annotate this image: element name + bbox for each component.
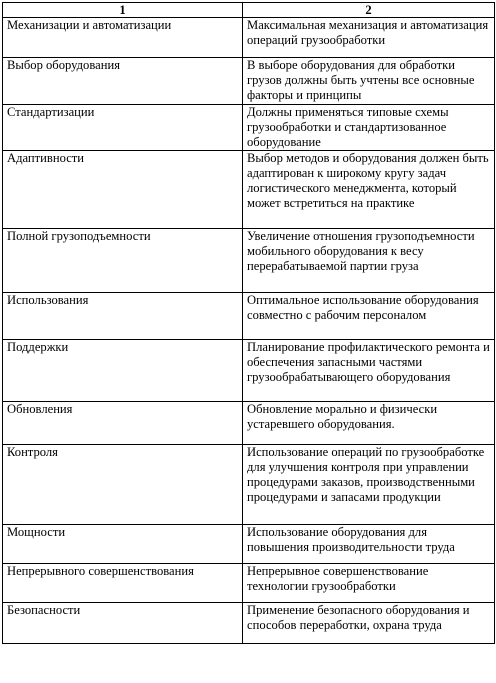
principle-cell: Механизации и автоматизации [3, 18, 243, 58]
table-row [3, 151, 495, 229]
description-cell: Планирование профилактического ремонта и обеспечения запасными частями грузообрабатывающего оборудования [243, 340, 495, 402]
principle-cell: Безопасности [3, 603, 243, 644]
principle-cell: Полной грузоподъемности [3, 229, 243, 293]
description-cell: Выбор методов и оборудования должен быть адаптирован к широкому кругу задач логистического менеджмента, который может встретиться на практике [243, 151, 495, 229]
table-row [3, 105, 495, 151]
description-cell: Применение безопасного оборудования и способов переработки, охрана труда [243, 603, 495, 644]
principle-cell: Использования [3, 293, 243, 340]
table-row [3, 340, 495, 402]
table-row [3, 445, 495, 525]
description-cell: Увеличение отношения грузоподъемности мобильного оборудования к весу перерабатываемой партии груза [243, 229, 495, 293]
description-cell: Оптимальное использование оборудования совместно с рабочим персоналом [243, 293, 495, 340]
table-header-row [3, 3, 495, 18]
table-row [3, 603, 495, 644]
table-row [3, 58, 495, 105]
principle-cell: Адаптивности [3, 151, 243, 229]
column-header-2: 2 [243, 3, 495, 18]
principle-cell: Поддержки [3, 340, 243, 402]
principle-cell: Стандартизации [3, 105, 243, 151]
description-cell: Обновление морально и физически устаревшего оборудования. [243, 402, 495, 445]
table-row [3, 293, 495, 340]
description-cell: Использование операций по грузообработке для улучшения контроля при управлении процедурами заказов, производственными процедурами и запасами продукции [243, 445, 495, 525]
principle-cell: Мощности [3, 525, 243, 564]
table-row [3, 229, 495, 293]
table-row [3, 402, 495, 445]
description-cell: Использование оборудования для повышения производительности труда [243, 525, 495, 564]
principle-cell: Контроля [3, 445, 243, 525]
table-row [3, 18, 495, 58]
principle-cell: Обновления [3, 402, 243, 445]
principle-cell: Выбор оборудования [3, 58, 243, 105]
description-cell: Непрерывное совершенствование технологии грузообработки [243, 564, 495, 603]
table-row [3, 525, 495, 564]
principle-cell: Непрерывного совершенствования [3, 564, 243, 603]
principles-table [2, 2, 495, 644]
column-header-1: 1 [3, 3, 243, 18]
description-cell: В выборе оборудования для обработки грузов должны быть учтены все основные факторы и принципы [243, 58, 495, 105]
table-row [3, 564, 495, 603]
description-cell: Должны применяться типовые схемы грузообработки и стандартизованное оборудование [243, 105, 495, 151]
description-cell: Максимальная механизация и автоматизация операций грузообработки [243, 18, 495, 58]
